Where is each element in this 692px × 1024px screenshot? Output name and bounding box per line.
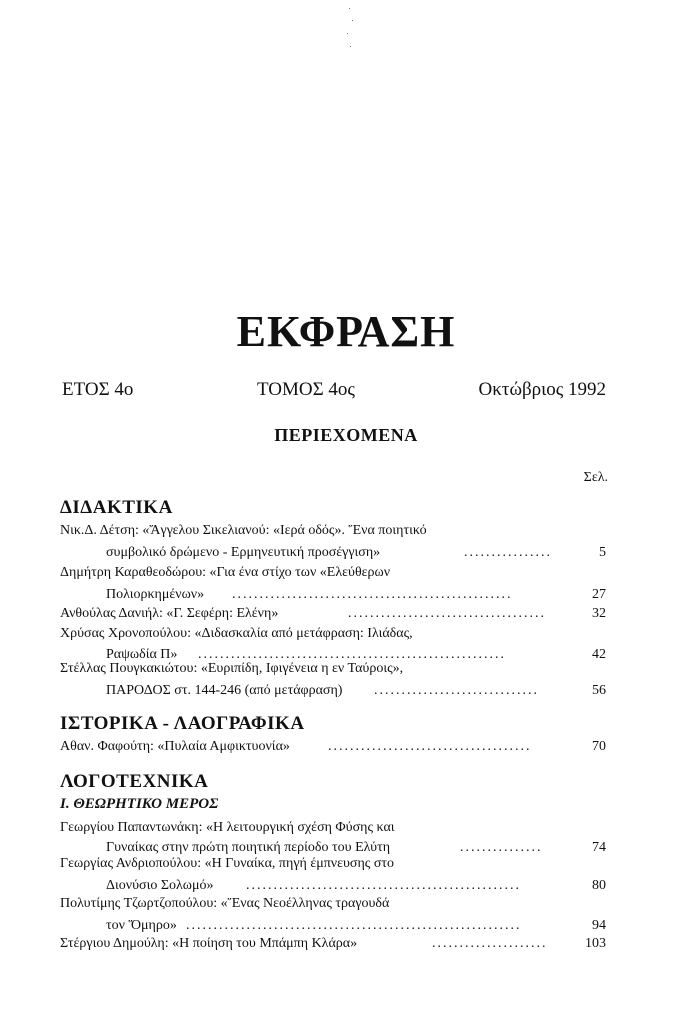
dot-leader: .............................................................: [186, 918, 522, 933]
toc-entry-line: [60, 604, 606, 624]
toc-entry-line: [60, 854, 606, 874]
toc-entry-line: [60, 818, 606, 838]
toc-entry-line: [60, 737, 606, 757]
issue-meta: [62, 379, 606, 405]
toc-entry-text: Πολυτίμης Τζωρτζοπούλου: «Ἕνας Νεοέλληνας τραγουδά: [60, 896, 390, 911]
dot-leader: ..............................: [374, 683, 539, 698]
toc-page-number: 74: [592, 840, 606, 855]
issue-date: Οκτώβριος 1992: [478, 379, 606, 400]
toc-entry-text: τον Ὅμηρο»: [106, 918, 177, 933]
toc-page-number: 70: [592, 739, 606, 754]
toc-page-number: 56: [592, 683, 606, 698]
toc-entry-text: Στέλλας Πουγκακιώτου: «Ευριπίδη, Ιφιγένεια η εν Ταύροις»,: [60, 661, 404, 676]
dot-leader: ................: [464, 545, 552, 560]
toc-entry-line: [106, 876, 606, 896]
dot-leader: ...............: [460, 840, 543, 855]
issue-year: ΕΤΟΣ 4ο: [62, 379, 134, 400]
scan-speck: [349, 8, 350, 9]
toc-entry-line: [60, 521, 606, 541]
dot-leader: .....................................: [328, 739, 532, 754]
toc-page-number: 5: [599, 545, 606, 560]
toc-entry-text: Ραψωδία Π»: [106, 647, 178, 662]
toc-entry-text: Πολιορκημένων»: [106, 587, 205, 602]
dot-leader: ....................................: [348, 606, 546, 621]
toc-entry-line: [60, 894, 606, 914]
toc-entry-line: [60, 659, 606, 679]
toc-entry-text: Διονύσιο Σολωμό»: [106, 878, 214, 893]
toc-entry-text: Χρύσας Χρονοπούλου: «Διδασκαλία από μετάφραση: Ιλιάδας,: [60, 626, 413, 641]
subsection-title: Ι. ΘΕΩΡΗΤΙΚΟ ΜΕΡΟΣ: [60, 796, 219, 812]
dot-leader: ..................................................: [246, 878, 521, 893]
scan-speck: [350, 46, 351, 47]
toc-page-number: 94: [592, 918, 606, 933]
scan-speck: [347, 33, 348, 34]
page-column-label: Σελ.: [583, 470, 608, 485]
toc-entry-text: Γεωργίας Ανδριοπούλου: «Η Γυναίκα, πηγή έμπνευσης στο: [60, 856, 395, 871]
toc-entry-text: Αθαν. Φαφούτη: «Πυλαία Αμφικτυονία»: [60, 739, 290, 754]
toc-page-number: 42: [592, 647, 606, 662]
toc-entry-text: συμβολικό δρώμενο - Ερμηνευτική προσέγγιση»: [106, 545, 381, 560]
section-title: ΔΙΔΑΚΤΙΚΑ: [60, 497, 173, 518]
toc-entry-text: ΠΑΡΟΔΟΣ στ. 144-246 (από μετάφραση): [106, 683, 343, 698]
dot-leader: ........................................................: [198, 647, 506, 662]
toc-entry-text: Γεωργίου Παπαντωνάκη: «Η λειτουργική σχέση Φύσης και: [60, 820, 395, 835]
toc-page-number: 32: [592, 606, 606, 621]
dot-leader: .....................: [432, 936, 548, 951]
scan-speck: [352, 20, 353, 21]
toc-entry-line: [60, 563, 606, 583]
section-title: ΙΣΤΟΡΙΚΑ - ΛΑΟΓΡΑΦΙΚΑ: [60, 713, 305, 734]
toc-entry-line: [106, 916, 606, 936]
toc-entry-text: Δημήτρη Καραθεοδώρου: «Για ένα στίχο των «Ελεύθερων: [60, 565, 391, 580]
toc-page-number: 27: [592, 587, 606, 602]
toc-entry-line: [60, 934, 606, 954]
section-title: ΛΟΓΟΤΕΧΝΙΚΑ: [60, 771, 209, 792]
toc-entry-text: Ανθούλας Δανιήλ: «Γ. Σεφέρη: Ελένη»: [60, 606, 279, 621]
toc-page-number: 80: [592, 878, 606, 893]
toc-entry-text: Νικ.Δ. Δέτση: «Ἄγγελου Σικελιανού: «Ιερά οδός». Ἕνα ποιητικό: [60, 523, 427, 538]
issue-volume: ΤΟΜΟΣ 4ος: [257, 379, 355, 400]
toc-page-number: 103: [585, 936, 606, 951]
toc-entry-line: [60, 624, 606, 644]
toc-entry-text: Στέργιου Δημούλη: «Η ποίηση του Μπάμπη Κλάρα»: [60, 936, 358, 951]
toc-entry-text: Γυναίκας στην πρώτη ποιητική περίοδο του Ελύτη: [106, 840, 391, 855]
dot-leader: ...................................................: [232, 587, 513, 602]
toc-entry-line: [106, 585, 606, 605]
toc-entry-line: [106, 543, 606, 563]
journal-title: ΕΚΦΡΑΣΗ: [236, 307, 456, 356]
toc-entry-line: [106, 681, 606, 701]
contents-heading: ΠΕΡΙΕΧΟΜΕΝΑ: [274, 425, 418, 445]
